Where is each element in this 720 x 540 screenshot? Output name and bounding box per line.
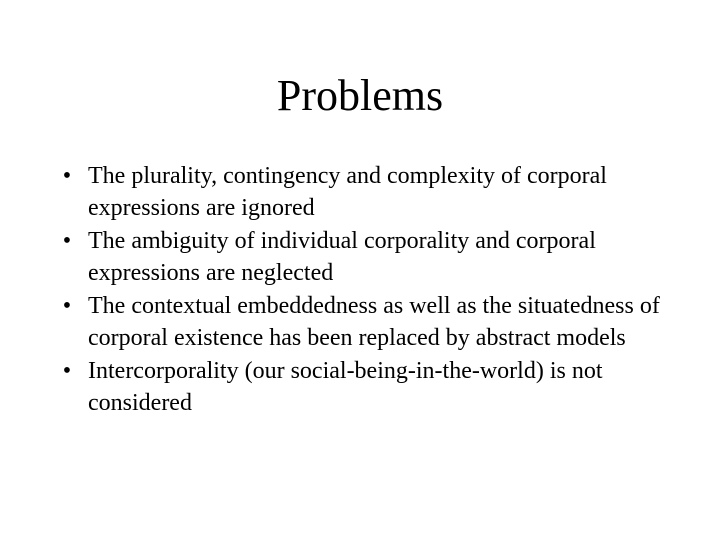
list-item (57, 160, 667, 224)
bullet-dot-icon: • (62, 228, 72, 254)
bullet-list (57, 160, 667, 420)
list-item (57, 355, 667, 419)
bullet-text: The ambiguity of individual corporality and corporal expressions are neglected (88, 228, 596, 286)
bullet-dot-icon: • (62, 358, 72, 384)
bullet-dot-icon: • (62, 293, 72, 319)
list-item (57, 225, 667, 289)
bullet-text: The plurality, contingency and complexity of corporal expressions are ignored (88, 163, 607, 221)
bullet-text: Intercorporality (our social-being-in-the-world) is not considered (88, 358, 603, 416)
list-item (57, 290, 667, 354)
bullet-text: The contextual embeddedness as well as the situatedness of corporal existence has been replaced by abstract models (88, 293, 660, 351)
bullet-dot-icon: • (62, 163, 72, 189)
slide-title: Problems (276, 71, 444, 120)
